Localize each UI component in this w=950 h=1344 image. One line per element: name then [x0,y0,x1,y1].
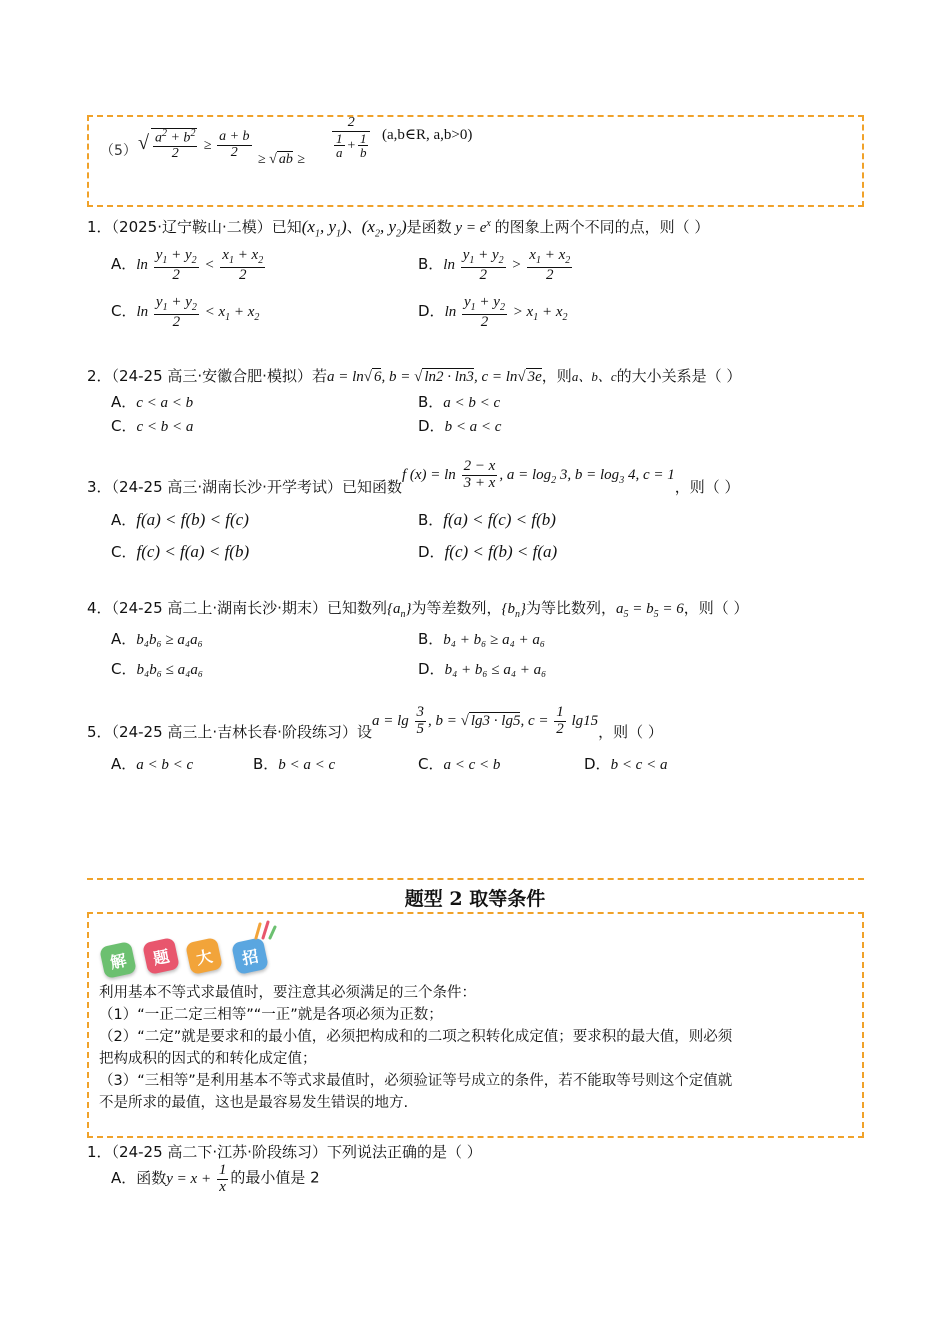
q2-option-c[interactable]: C．c < b < a [111,417,194,435]
q5-option-a[interactable]: A．a < b < c [111,755,194,773]
q5-option-b[interactable]: B．b < a < c [253,755,336,773]
q4-option-a[interactable]: A．b₄b₆ ≥ a₄a₆ [111,630,203,648]
q2-option-b[interactable]: B．a < b < c [418,393,501,411]
q1-option-b[interactable]: B．ln $\frac{y_1 + y_2}{2}$ > $\frac{x_1 + x_2}{2}$ [418,247,571,283]
tip-line-1: 利用基本不等式求最值时，要注意其必须满足的三个条件： [99,985,476,1001]
tip-line-2: （1）“一正二定三相等”“一正”就是各项必须为正数； [99,1007,443,1023]
q3-option-a[interactable]: A．f(a) < f(b) < f(c) [111,510,249,529]
tip-line-5: （3）“三相等”是利用基本不等式求最值时，必须验证等号成立的条件，若不能取等号则这个定值就 [99,1073,733,1089]
s2-q1-option-a[interactable]: A．函数y = x + $\frac{1}{x}$ 的最小值是 2 [111,1162,320,1195]
section-title: 题型 2 取等条件 [404,888,546,910]
q5-option-d[interactable]: D．b < c < a [584,755,668,773]
q1-option-a[interactable]: A．ln $\frac{y_1 + y_2}{2}$ < $\frac{x_1 + x_2}{2}$ [111,247,264,283]
badge-zhao: 招 [231,937,269,975]
q3-option-d[interactable]: D．f(c) < f(b) < f(a) [418,542,558,561]
tip-line-6: 不是所求的最值，这也是最容易发生错误的地方. [99,1095,409,1111]
formula-condition: (a,b∈R, a,b>0) [382,127,473,143]
question-5: 5．（24-25 高三上·吉林长春·阶段练习）设a = lg $\frac{3}{5}$ , b = √ lg3 · lg5, c = $\frac{1}{2}$ lg15，则（ ） [87,704,663,741]
formula-chain: √ $\frac{a^2 + b^2}{2}$ ≥ $\frac{a + b}{2}$ ≥ √ ab ≥ [138,128,305,168]
q4-option-b[interactable]: B．b₄ + b₆ ≥ a₄ + a₆ [418,630,546,648]
question-2: 2．（24-25 高三·安徽合肥·模拟）若a = ln√ 6, b = √ ln2 · ln3, c = ln√ 3e，则a、b、c的大小关系是（ ） [87,367,742,385]
badge-ti: 题 [142,937,180,975]
section-divider [87,878,864,880]
q1-option-d[interactable]: D．ln $\frac{y_1 + y_2}{2}$ > $x_1 + x_2$ [418,294,568,330]
q2-option-d[interactable]: D．b < a < c [418,417,502,435]
q4-option-c[interactable]: C．b₄b₆ ≤ a₄a₆ [111,660,204,678]
question-3: 3．（24-25 高三·湖南长沙·开学考试）已知函数f (x) = ln $\frac{2 - x}{3 + x}$ , $a = \log_2 3$, $b = \log_3 4$, c = 1，则（ ） [87,458,740,496]
question-1: 1．（2025·辽宁鞍山·二模）已知($x_1$, $y_1$)、($x_2$, $y_2$)是函数 $y = e^x$ 的图象上两个不同的点，则（ ） [87,217,710,240]
formula-label: （5） [100,143,137,159]
q2-option-a[interactable]: A．c < a < b [111,393,194,411]
sparkle-icon [252,918,278,940]
tip-line-4: 把构成积的因式的和转化成定值； [99,1051,317,1067]
badge-da: 大 [185,937,223,975]
q5-option-c[interactable]: C．a < c < b [418,755,501,773]
tip-line-3: （2）“二定”就是要求和的最小值，必须把构成和的二项之积转化成定值；要求积的最大值，则必须 [99,1029,733,1045]
section2-question-1: 1．（24-25 高二下·江苏·阶段练习）下列说法正确的是（ ） [87,1143,482,1161]
q3-option-b[interactable]: B．f(a) < f(c) < f(b) [418,510,556,529]
q1-option-c[interactable]: C．ln $\frac{y_1 + y_2}{2}$ < $x_1 + x_2$ [111,294,260,330]
q4-option-d[interactable]: D．b₄ + b₆ ≤ a₄ + a₆ [418,660,547,678]
harmonic-mean: 2 $\frac{1}{a}$ + $\frac{1}{b}$ [330,116,372,160]
question-4: 4．（24-25 高二上·湖南长沙·期末）已知数列$\{a_n\}$为等差数列，$\{b_n\}$为等比数列，$a_5 = b_5 = 6$，则（ ） [87,599,749,620]
badge-jie: 解 [99,941,137,979]
q3-option-c[interactable]: C．f(c) < f(a) < f(b) [111,542,250,561]
